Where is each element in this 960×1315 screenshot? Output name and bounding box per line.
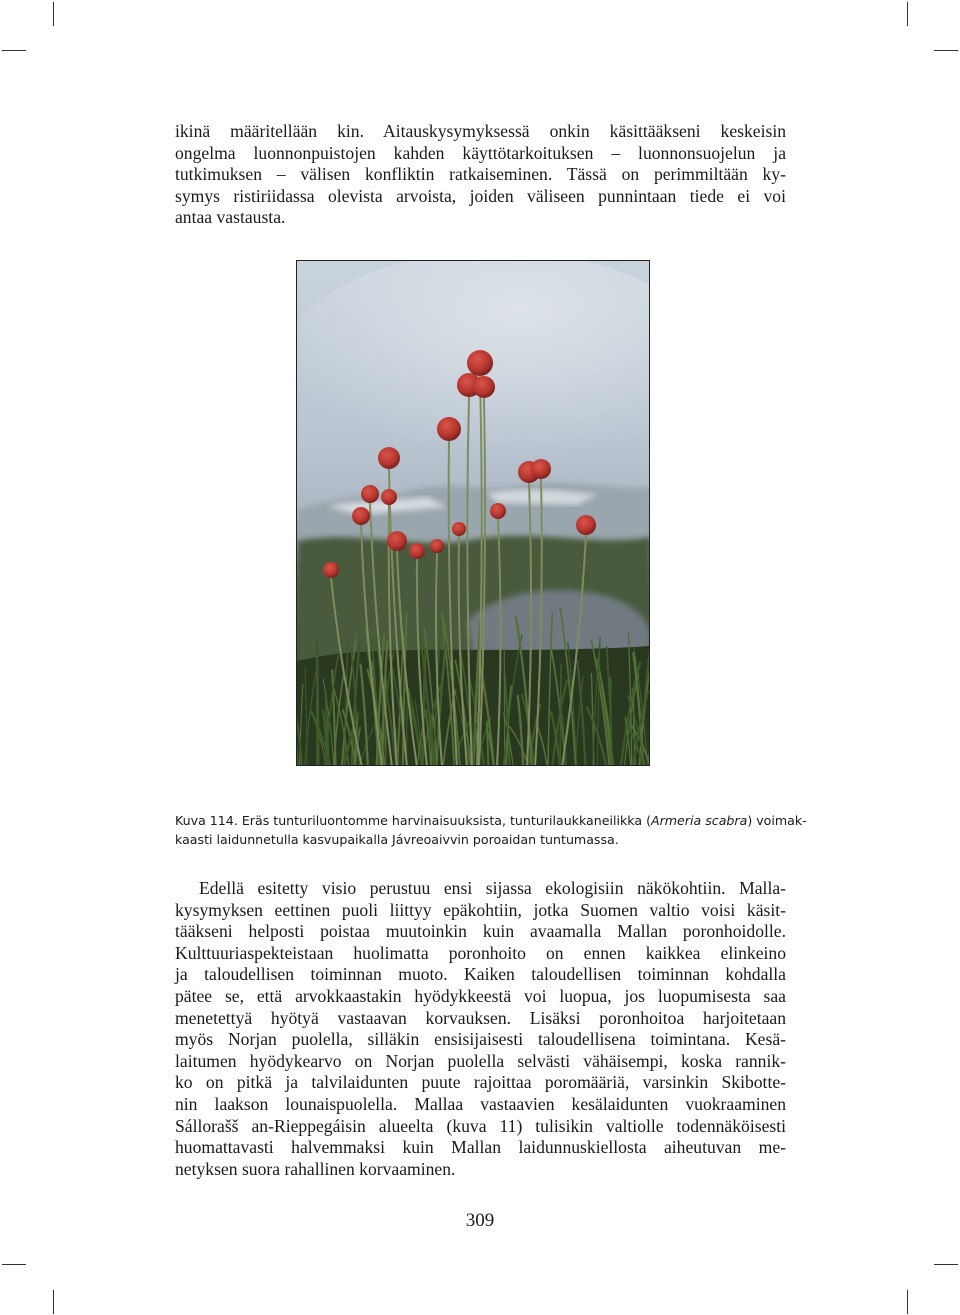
crop-mark (2, 50, 26, 51)
flower-head (430, 539, 444, 553)
crop-mark (2, 1264, 26, 1265)
text-line: huomattavasti halvemmaksi kuin Mallan laidunnuskiellosta aiheutuvan me- (175, 1137, 786, 1158)
flower-head (378, 447, 400, 469)
crop-mark (53, 2, 54, 26)
text-line: ko on pitkä ja talvilaidunten puute rajoittaa poromääriä, varsinkin Skibotte- (175, 1072, 786, 1093)
crop-mark (934, 50, 958, 51)
text-line: tääkseni helposti poistaa muutoinkin kuin avaamalla Mallan poronhoidolle. (175, 921, 786, 942)
flower-head (387, 531, 407, 551)
flower-head (437, 417, 461, 441)
species-name: Armeria scabra (651, 813, 748, 828)
text-line: laitumen hyödykearvo on Norjan puolella selvästi vähäisempi, koska rannik- (175, 1050, 786, 1071)
text-line: Sállorašš an-Rieppegáisin alueelta (kuva 11) tulisikin valtiolle todennäköisesti (175, 1115, 786, 1136)
figure-caption (175, 811, 807, 849)
text-line: ongelma luonnonpuistojen kahden käyttötarkoituksen – luonnonsuojelun ja (175, 142, 786, 163)
sea-thrift-photo (297, 261, 650, 766)
text-line: Kulttuuriaspekteistaan huolimatta poronhoito on ennen kaikkea elinkeino (175, 942, 786, 963)
figure-label: Kuva 114. (175, 813, 238, 828)
text-line: ja taloudellisen toiminnan muoto. Kaiken taloudellisen toiminnan kohdalla (175, 964, 786, 985)
text-line: tutkimuksen – välisen konfliktin ratkaiseminen. Tässä on perimmiltään ky- (175, 164, 786, 185)
text-line: ikinä määritellään kin. Aitauskysymyksessä onkin käsittääkseni keskeisin (175, 121, 786, 141)
paragraph-body (175, 878, 786, 1180)
caption-line: kaasti laidunnetulla kasvupaikalla Jávreoaivvin poroaidan tuntumassa. (175, 832, 619, 847)
flower-head (452, 522, 466, 536)
text-line: netyksen suora rahallinen korvaaminen. (175, 1158, 456, 1179)
text-line: kysymyksen eettinen puoli liittyy epäkohtiin, jotka Suomen valtio voisi käsit- (175, 899, 786, 920)
caption-line (175, 811, 807, 830)
figure-photo (296, 260, 650, 766)
text-line: symys ristiriidassa olevista arvoista, joiden väliseen punnintaan tiede ei voi (175, 185, 786, 206)
flower-head (352, 507, 370, 525)
flower-head (490, 503, 506, 519)
text-line: nin laakson lounaispuolella. Mallaa vastaavien kesälaidunten vuokraaminen (175, 1093, 786, 1114)
text-line: Edellä esitetty visio perustuu ensi sijassa ekologisiin näkökohtiin. Malla- (199, 878, 786, 898)
flower-head (409, 543, 425, 559)
flower-head (381, 489, 397, 505)
flower-head (473, 376, 495, 398)
caption-text: ) voimak- (747, 813, 807, 828)
text-line: menetettyä hyötyä vastaavan korvauksen. Lisäksi poronhoitoa harjoitetaan (175, 1007, 786, 1028)
flower-head (576, 515, 596, 535)
flower-head (467, 350, 493, 376)
crop-mark (934, 1264, 958, 1265)
crop-mark (907, 1290, 908, 1314)
text-line: pätee se, että arvokkaastakin hyödykkeestä voi luopua, jos luopumisesta saa (175, 985, 786, 1006)
text-line: antaa vastausta. (175, 207, 286, 228)
paragraph-intro (175, 121, 786, 229)
page-number: 309 (465, 1210, 495, 1231)
crop-mark (53, 1290, 54, 1314)
flower-head (323, 562, 339, 578)
crop-mark (907, 2, 908, 26)
caption-text: Eräs tunturiluontomme harvinaisuuksista, tunturilaukkaneilikka ( (241, 813, 651, 828)
text-line: myös Norjan puolella, silläkin ensisijaisesti taloudellisena toimintana. Kesä- (175, 1029, 786, 1050)
flower-head (531, 459, 551, 479)
flower-head (361, 485, 379, 503)
